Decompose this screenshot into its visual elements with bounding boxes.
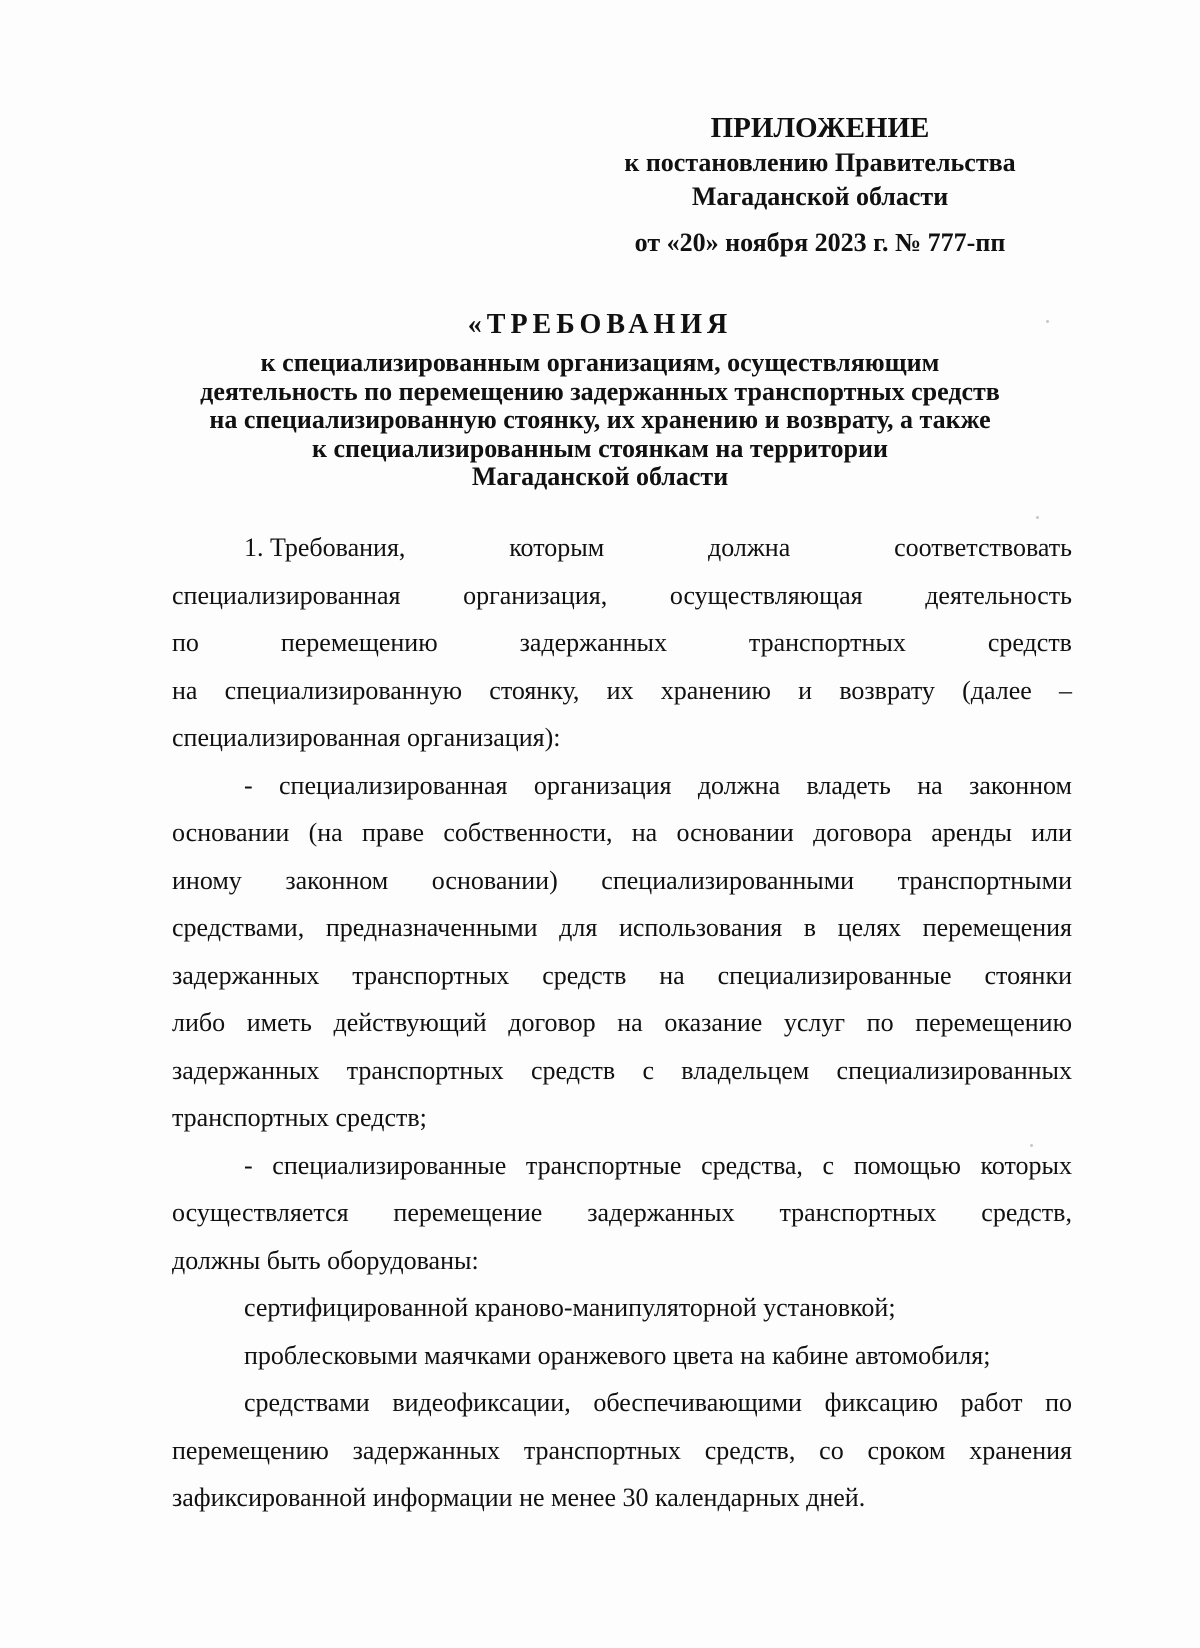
word: должна [707, 533, 791, 562]
word: средств [987, 628, 1072, 657]
word: транспортными [897, 865, 1072, 895]
title-line: к специализированным стоянкам на территории [312, 433, 888, 463]
paragraph-line: - специализированные транспортные средства, с помощью которых [244, 1150, 1072, 1180]
word: соответствовать [894, 533, 1072, 562]
word: осуществляется [172, 1198, 349, 1227]
word: перемещение [393, 1198, 543, 1227]
paragraph-line: либо иметь действующий договор на оказание услуг по перемещению [172, 1008, 1072, 1037]
title-heading: «ТРЕБОВАНИЯ [467, 309, 733, 340]
word: транспортных [748, 628, 906, 657]
word: организация, [463, 580, 608, 610]
title-line: деятельность по перемещению задержанных транспортных средств [200, 376, 1000, 406]
word: основании) [431, 865, 558, 895]
paragraph-line [172, 572, 1072, 620]
document-title [140, 303, 1060, 492]
paragraph-line: перемещению задержанных транспортных средств, со сроком хранения [172, 1435, 1072, 1465]
title-line: Магаданской области [471, 462, 729, 491]
paragraph-line: специализированная организация): [172, 723, 561, 752]
word: 1. Требования, [244, 533, 406, 562]
word: специализированными [601, 865, 855, 895]
scan-speck [1046, 320, 1049, 323]
paragraph-line: задержанных транспортных средств с владельцем специализированных [172, 1055, 1072, 1085]
paragraph-line: на специализированную стоянку, их хранению и возврату (далее – [172, 675, 1072, 705]
paragraph-line [172, 619, 1072, 667]
paragraph-line: задержанных транспортных средств на специализированные стоянки [172, 960, 1072, 990]
paragraph-line: должны быть оборудованы: [172, 1245, 479, 1275]
scan-speck [1036, 516, 1039, 519]
paragraph-line: зафиксированной информации не менее 30 календарных дней. [172, 1483, 866, 1512]
paragraph-line: сертифицированной краново-манипуляторной установкой; [244, 1293, 896, 1322]
paragraph-line [172, 524, 1072, 572]
word: иному [172, 865, 242, 895]
word: перемещению [280, 628, 438, 657]
word: задержанных [587, 1198, 735, 1227]
word: средств, [981, 1198, 1072, 1227]
appendix-line-2: Магаданской области [691, 182, 949, 211]
paragraph-line: транспортных средств; [172, 1103, 427, 1132]
paragraph-line: - специализированная организация должна владеть на законном [244, 770, 1072, 800]
word: по [172, 628, 199, 657]
paragraph-line [172, 857, 1072, 905]
scan-speck [1030, 1144, 1033, 1147]
appendix-block [560, 110, 1080, 260]
appendix-line-1: к постановлению Правительства [624, 148, 1016, 177]
word: которым [509, 533, 605, 562]
document-body [172, 524, 1072, 1522]
word: специализированная [172, 580, 401, 610]
title-line: к специализированным организациям, осуществляющим [260, 348, 940, 377]
word: законном [285, 865, 389, 895]
appendix-date: от «20» ноября 2023 г. № 777-пп [634, 228, 1006, 257]
word: осуществляющая [669, 580, 863, 610]
paragraph-line: основании (на праве собственности, на основании договора аренды или [172, 818, 1072, 847]
word: задержанных [519, 628, 667, 657]
word: транспортных [779, 1198, 937, 1227]
paragraph-line: проблесковыми маячками оранжевого цвета на кабине автомобиля; [244, 1340, 991, 1370]
paragraph-line: средствами, предназначенными для использования в целях перемещения [172, 913, 1072, 942]
paragraph-line [172, 1189, 1072, 1237]
word: деятельность [925, 580, 1072, 610]
title-line: на специализированную стоянку, их хранению и возврату, а также [209, 405, 991, 434]
paragraph-line: средствами видеофиксации, обеспечивающими фиксацию работ по [244, 1388, 1072, 1417]
appendix-heading: ПРИЛОЖЕНИЕ [710, 112, 930, 144]
